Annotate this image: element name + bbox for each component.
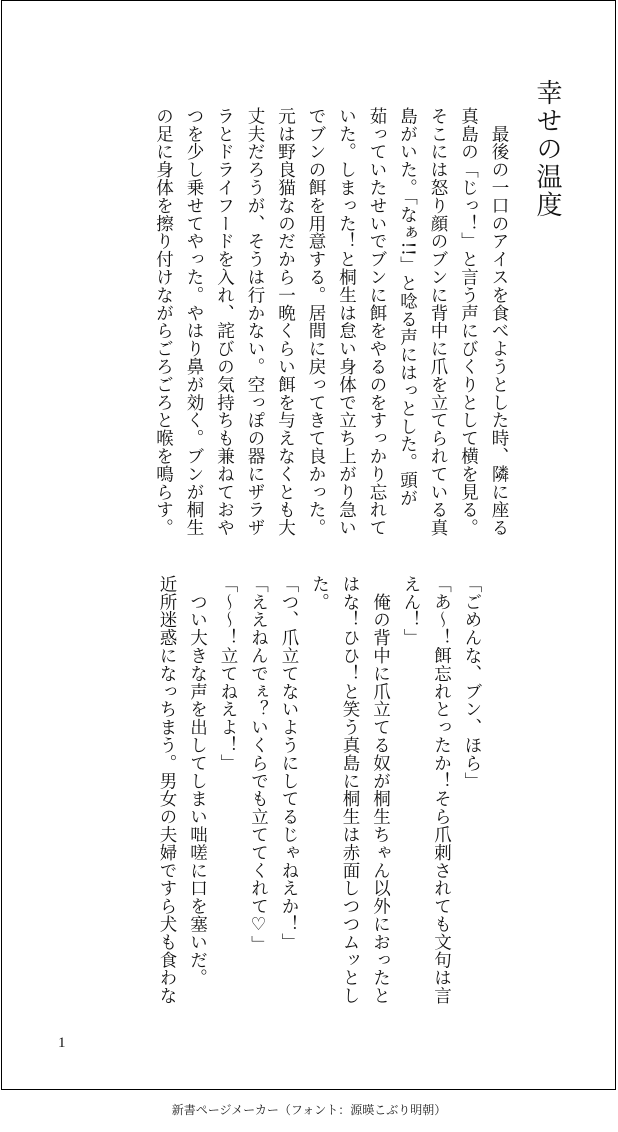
- text-line: ラとドライフードを入れ、詫びの気持ちも兼ねておや: [214, 107, 235, 537]
- text-line: 俺の背中に爪立てる奴が桐生ちゃん以外におったと: [370, 575, 391, 1005]
- text-line: 近所迷惑になっちまう。男女の夫婦ですら犬も食わな: [157, 575, 177, 1005]
- text-line: 最後の一口のアイスを食べようとした時、隣に座る: [489, 107, 509, 537]
- text-line: いた。しまった！と桐生は怠い身体で立ち上がり急い: [336, 107, 357, 537]
- text-line: つい大きな声を出してしまい咄嗟に口を塞いだ。: [187, 575, 208, 987]
- text-line: でブンの餌を用意する。居間に戻ってきて良かった。: [306, 107, 326, 537]
- text-line: 茹っていたせいでブンに餌をやるのをすっかり忘れて: [367, 107, 387, 537]
- text-line: 丈夫だろうが、そうは行かない。空っぽの器にザラザ: [245, 107, 265, 537]
- text-line: そこには怒り顔のブンに背中に爪を立てられている真: [428, 107, 448, 537]
- text-line: 「つ、爪立てないようにしてるじゃねえか！」: [279, 575, 299, 951]
- text-line: つを少し乗せてやった。やはり鼻が効く。ブンが桐生: [184, 107, 204, 537]
- text-line: 「あ〜！餌忘れとったか！そら爪刺されても文句は言: [431, 575, 452, 1005]
- text-line: 島がいた。「なぁ!!」と唸る声にはっとした。頭が: [397, 107, 418, 507]
- text-line: の足に身体を擦り付けながらごろごろと喉を鳴らす。: [153, 107, 174, 537]
- text-line: た。: [309, 575, 330, 611]
- story-title: 幸せの温度: [532, 79, 562, 219]
- text-line: 元は野良猫なのだから一晩くらい餌を与えなくとも大: [275, 107, 296, 537]
- paragraph-block-1: [74, 107, 514, 537]
- text-line: 「ええねんでぇ？いくらでも立ててくれて♡」: [248, 575, 269, 954]
- text-line: 「〜〜！立てねえよ！」: [218, 575, 238, 772]
- text-line: えん！」: [401, 575, 421, 647]
- text-line: 「ごめんな、ブン、ほら」: [462, 575, 482, 790]
- page-number: 1: [58, 1035, 66, 1051]
- text-line: はな！ひひ！と笑う真島に桐生は赤面しつつムッとし: [340, 575, 360, 1005]
- generator-credit: 新書ページメーカー（フォント：源暎こぶり明朝）: [171, 1103, 447, 1117]
- paragraph-block-2: [47, 575, 487, 1015]
- text-line: 真島の「じっ！」と言う声にびくりとして横を見る。: [458, 107, 479, 537]
- manuscript-page: [1, 0, 616, 1090]
